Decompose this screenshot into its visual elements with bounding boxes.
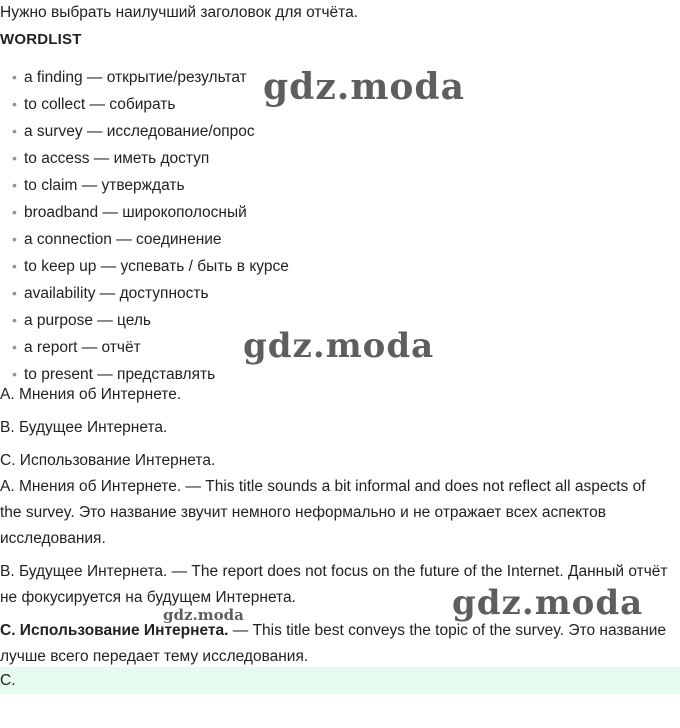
option-c: C. Использование Интернета. bbox=[0, 452, 216, 469]
task-text: Нужно выбрать наилучший заголовок для отчёта. bbox=[0, 4, 359, 21]
watermark: gdz.moda bbox=[163, 606, 244, 624]
explanation-c bbox=[0, 618, 670, 670]
explanation-b: B. Будущее Интернета. — The report does not focus on the future of the Internet. Данный отчёт не фокусируется на будущем Интернета. bbox=[0, 563, 668, 606]
list-item: • a connection — соединение bbox=[12, 231, 222, 248]
list-item: • a purpose — цель bbox=[12, 312, 151, 329]
answer-text: C. bbox=[0, 672, 16, 689]
list-item: • to present — представлять bbox=[12, 366, 216, 383]
option-a: A. Мнения об Интернете. bbox=[0, 386, 182, 403]
explanation-c-text: — This title best conveys the topic of the survey. Это название лучше всего передает тему исследования. bbox=[0, 622, 667, 665]
watermark: gdz.moda bbox=[243, 326, 435, 366]
list-item: • to collect — собирать bbox=[12, 96, 176, 113]
list-item: • broadband — широкополосный bbox=[12, 204, 247, 221]
watermark: gdz.moda bbox=[263, 66, 465, 108]
list-item: • a survey — исследование/опрос bbox=[12, 123, 255, 140]
list-item: • to claim — утверждать bbox=[12, 177, 185, 194]
explanation-c-title: C. Использование Интернета. bbox=[0, 622, 229, 639]
list-item: • a report — отчёт bbox=[12, 339, 141, 356]
list-item: • to access — иметь доступ bbox=[12, 150, 210, 167]
list-item: • availability — доступность bbox=[12, 285, 209, 302]
option-b: B. Будущее Интернета. bbox=[0, 419, 168, 436]
answer-box bbox=[0, 667, 680, 694]
wordlist-heading: WORDLIST bbox=[0, 31, 82, 48]
watermark: gdz.moda bbox=[452, 583, 644, 623]
explanation-a: A. Мнения об Интернете. — This title sounds a bit informal and does not reflect all aspects of the survey. Это название звучит немного неформально и не отражает всех аспектов исследования. bbox=[0, 478, 646, 547]
list-item: • to keep up — успевать / быть в курсе bbox=[12, 258, 289, 275]
list-item: • a finding — открытие/результат bbox=[12, 69, 247, 86]
